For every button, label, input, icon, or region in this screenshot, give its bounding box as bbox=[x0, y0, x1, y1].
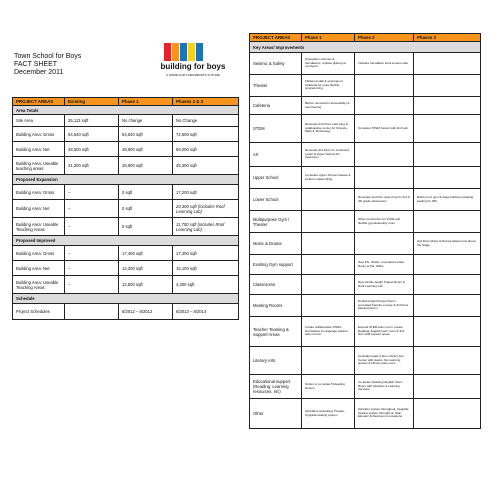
table-row bbox=[250, 275, 481, 295]
key-areas-table bbox=[249, 33, 481, 429]
table-cell: Create collaborative STEM, Humanities & Language teacher team rooms bbox=[302, 317, 355, 347]
table-cell: New P.E. Studio, renovated Locker Room & P.E. Office bbox=[355, 255, 414, 275]
table-cell: 14,200 sqft bbox=[119, 261, 173, 276]
table-cell: Art bbox=[250, 143, 302, 167]
left-table-body bbox=[13, 106, 239, 320]
table-cell bbox=[414, 75, 481, 97]
table-cell: 72,600 sqft bbox=[173, 127, 239, 142]
table-cell: Teacher Teaming & Support Areas bbox=[250, 317, 302, 347]
right-table-body bbox=[250, 42, 481, 429]
table-cell: Strengthen columns & foundations, replace glazing at courtyard bbox=[302, 53, 355, 75]
table-cell: Building Area: Useable Teaching Areas bbox=[13, 218, 65, 236]
table-cell bbox=[302, 347, 355, 375]
section-label: Schedule bbox=[13, 294, 239, 304]
table-cell bbox=[414, 211, 481, 233]
table-cell: Complete STEM Center with 2nd Lab bbox=[355, 115, 414, 143]
table-cell: Music & Drama bbox=[250, 233, 302, 255]
left-column-header: Phases 2 & 3 bbox=[173, 98, 239, 106]
table-row bbox=[13, 261, 239, 276]
logo-block-3 bbox=[180, 43, 187, 61]
table-cell bbox=[302, 189, 355, 211]
table-cell: Building Area: Gross bbox=[13, 185, 65, 200]
table-cell: Build out of gym & stage finishes including seating for 450 bbox=[414, 189, 481, 211]
table-cell: 35,113 sqft bbox=[65, 115, 119, 127]
table-cell: Project Schedules bbox=[13, 304, 65, 320]
logo-tagline: A HOME FOR TOMORROW'S FUTURE bbox=[166, 73, 220, 77]
table-cell bbox=[414, 275, 481, 295]
section-row bbox=[13, 236, 239, 246]
table-cell: Renovate 2nd floor west wing for 3rd & 4th grade classrooms bbox=[355, 189, 414, 211]
table-cell: -- bbox=[65, 218, 119, 236]
table-row bbox=[13, 115, 239, 127]
table-cell bbox=[302, 295, 355, 317]
section-label: Proposed Improved bbox=[13, 236, 239, 246]
right-column-header: Phases 3 bbox=[414, 34, 481, 42]
table-cell: Barrier removal for accessibility & new flooring bbox=[302, 97, 355, 115]
table-cell: Co-locate Reading/ English Team Room with Libraries & Learning Services bbox=[355, 375, 414, 399]
table-cell: -- bbox=[65, 185, 119, 200]
section-row bbox=[13, 106, 239, 115]
right-column-header: PROJECT AREAS bbox=[250, 34, 302, 42]
table-cell bbox=[414, 295, 481, 317]
table-cell: Building Area: Gross bbox=[13, 127, 65, 142]
table-row bbox=[250, 97, 481, 115]
table-cell: 28,900 sqft bbox=[119, 157, 173, 175]
table-cell: -- bbox=[65, 261, 119, 276]
table-row bbox=[13, 157, 239, 175]
table-row bbox=[13, 276, 239, 294]
table-cell bbox=[414, 53, 481, 75]
table-cell bbox=[414, 115, 481, 143]
table-cell: STEM bbox=[250, 115, 302, 143]
table-cell bbox=[414, 375, 481, 399]
table-cell: No Change bbox=[173, 115, 239, 127]
table-row bbox=[250, 115, 481, 143]
table-cell: 6/2012 – 8/2012 bbox=[119, 304, 173, 320]
table-cell: Upper School bbox=[250, 167, 302, 189]
table-cell: 15,100 sqft bbox=[173, 261, 239, 276]
title-line-date: December 2011 bbox=[14, 69, 64, 76]
table-cell: Other bbox=[250, 399, 302, 429]
section-row bbox=[13, 294, 239, 304]
table-cell: Seismic & Safety bbox=[250, 53, 302, 75]
table-cell bbox=[355, 167, 414, 189]
table-cell: -- bbox=[65, 276, 119, 294]
table-row bbox=[250, 295, 481, 317]
table-cell bbox=[302, 233, 355, 255]
table-cell: Cafeteria bbox=[250, 97, 302, 115]
table-cell: Theater bbox=[250, 75, 302, 97]
left-column-header: PROJECT AREAS bbox=[13, 98, 65, 106]
table-cell bbox=[414, 143, 481, 167]
title-line-doc: FACT SHEET bbox=[14, 61, 58, 68]
logo-text: building for boys bbox=[160, 62, 226, 71]
table-cell: 20,300 sqft (includes Roof Learning Lab) bbox=[173, 200, 239, 218]
table-cell: 69,200 sqft bbox=[173, 142, 239, 157]
table-row bbox=[13, 142, 239, 157]
table-cell: New double-height Project Room & Roof Learning Lab bbox=[355, 275, 414, 295]
table-cell: Centrally locate 2 floor Library Arts Center with stacks, flex learning spaces & Library team room bbox=[355, 347, 414, 375]
logo-blocks-icon bbox=[164, 43, 204, 61]
table-cell: Building Area: Net bbox=[13, 142, 65, 157]
table-cell: Includes foundation work at west stair bbox=[355, 53, 414, 75]
section-label: Key Areas/ Improvements bbox=[250, 42, 481, 53]
table-row bbox=[13, 185, 239, 200]
table-row bbox=[250, 255, 481, 275]
section-row bbox=[13, 175, 239, 185]
table-cell bbox=[414, 317, 481, 347]
table-cell bbox=[302, 211, 355, 233]
table-cell: 54,540 sqft bbox=[119, 127, 173, 142]
table-cell: Site Area bbox=[13, 115, 65, 127]
table-cell: Flattened slab & openings to Cafeteria for more flexible programming bbox=[302, 75, 355, 97]
table-cell bbox=[414, 97, 481, 115]
table-cell bbox=[302, 275, 355, 295]
table-row bbox=[13, 218, 239, 236]
table-cell: 0 sqft bbox=[119, 185, 173, 200]
table-row bbox=[13, 304, 239, 320]
left-column-header: Phase 1 bbox=[119, 98, 173, 106]
table-cell: Lower School bbox=[250, 189, 302, 211]
table-cell bbox=[414, 399, 481, 429]
right-column-header: Phase 2 bbox=[355, 34, 414, 42]
table-row bbox=[250, 167, 481, 189]
table-cell: Building Area: Net bbox=[13, 261, 65, 276]
table-cell: 31,300 sqft bbox=[65, 157, 119, 175]
section-row bbox=[250, 42, 481, 53]
table-cell: 11,700 sqft (includes Roof Learning Lab) bbox=[173, 218, 239, 236]
table-cell bbox=[355, 143, 414, 167]
left-column-header: Existing bbox=[65, 98, 119, 106]
table-cell: 17,400 sqft bbox=[119, 246, 173, 261]
logo-block-4 bbox=[188, 43, 195, 61]
table-cell: 48,900 sqft bbox=[119, 142, 173, 157]
table-cell: Sprinklers at Existing Theater, Upgrade heating system bbox=[302, 399, 355, 429]
table-row bbox=[250, 233, 481, 255]
table-row bbox=[13, 246, 239, 261]
right-column-header: Phase 1 bbox=[302, 34, 355, 42]
table-cell: 6/2013 – 8/2014 bbox=[173, 304, 239, 320]
table-cell: Meeting Rooms bbox=[250, 295, 302, 317]
table-row bbox=[250, 347, 481, 375]
fact-sheet-title bbox=[14, 53, 81, 77]
table-cell: Sprinkler system throughout, Upgrade heating system throughout, Stair, Elevator & Restroom renovations bbox=[355, 399, 414, 429]
table-row bbox=[13, 200, 239, 218]
table-row bbox=[250, 75, 481, 97]
table-cell: 0 sqft bbox=[119, 218, 173, 236]
section-label: Area Totals bbox=[13, 106, 239, 115]
title-line-school: Town School for Boys bbox=[14, 53, 82, 60]
table-cell bbox=[355, 75, 414, 97]
table-cell: 17,400 sqft bbox=[173, 246, 239, 261]
table-cell: Literary Arts bbox=[250, 347, 302, 375]
table-cell: Building Area: Net bbox=[13, 200, 65, 218]
table-cell: 17,200 sqft bbox=[173, 185, 239, 200]
logo-block-2 bbox=[172, 43, 179, 61]
logo-block-5 bbox=[196, 43, 203, 61]
table-cell: Renovate 3rd Floor for combined Lower & Upper School Art classroom bbox=[302, 143, 355, 167]
table-cell bbox=[414, 347, 481, 375]
table-cell: Expand STEM team room, create Reading/ English team room & 3rd floor staff support space bbox=[355, 317, 414, 347]
table-cell bbox=[414, 255, 481, 275]
table-row bbox=[250, 317, 481, 347]
table-cell bbox=[414, 167, 481, 189]
table-cell: 0 sqft bbox=[119, 200, 173, 218]
table-cell: Option to co-locate 5 Reading Rooms bbox=[302, 375, 355, 399]
table-cell: Existing Gym support bbox=[250, 255, 302, 275]
building-for-boys-logo bbox=[150, 43, 236, 83]
table-row bbox=[250, 143, 481, 167]
left-table-header-row bbox=[13, 98, 239, 106]
table-cell: Building Area: Gross bbox=[13, 246, 65, 261]
table-cell: Double-height Project Room, renovated Faculty Lounge & 3rd Floor Meeting Room bbox=[355, 295, 414, 317]
table-cell: Shell construction for 6,000 sqft flexible gym/assembly room bbox=[355, 211, 414, 233]
table-row bbox=[250, 53, 481, 75]
table-cell bbox=[302, 255, 355, 275]
table-cell bbox=[355, 97, 414, 115]
table-cell: 12,500 sqft bbox=[119, 276, 173, 294]
table-cell: 45,300 sqft bbox=[173, 157, 239, 175]
table-cell: Classrooms bbox=[250, 275, 302, 295]
table-row bbox=[250, 375, 481, 399]
table-cell: Building Area: Useable teaching areas bbox=[13, 157, 65, 175]
table-row bbox=[250, 211, 481, 233]
table-cell: 2nd Floor Music & Drama classrooms above the Stage bbox=[414, 233, 481, 255]
table-row bbox=[250, 189, 481, 211]
table-cell: Educational support (Reading; Learning resources, etc) bbox=[250, 375, 302, 399]
table-cell: No change bbox=[119, 115, 173, 127]
area-totals-table bbox=[12, 97, 239, 320]
table-cell: -- bbox=[65, 246, 119, 261]
table-cell: -- bbox=[65, 200, 119, 218]
table-row bbox=[13, 127, 239, 142]
table-cell bbox=[355, 233, 414, 255]
table-cell: Building Area: Useable Teaching Areas bbox=[13, 276, 65, 294]
section-label: Proposed Expansion bbox=[13, 175, 239, 185]
table-row bbox=[250, 399, 481, 429]
table-cell: 54,540 sqft bbox=[65, 127, 119, 142]
table-cell: 48,500 sqft bbox=[65, 142, 119, 157]
logo-block-1 bbox=[164, 43, 171, 61]
right-table-header-row bbox=[250, 34, 481, 42]
table-cell: Renovate 2nd Floor east wing to collaborative center for Science, Math & Technology bbox=[302, 115, 355, 143]
left-fact-sheet-page bbox=[10, 39, 240, 447]
table-cell bbox=[65, 304, 119, 320]
table-cell: 4,400 sqft bbox=[173, 276, 239, 294]
right-fact-sheet-page bbox=[249, 33, 480, 466]
table-cell: Multipurpose Gym / Theater bbox=[250, 211, 302, 233]
table-cell: Co-locate Upper School classes & lockers in East Wing bbox=[302, 167, 355, 189]
